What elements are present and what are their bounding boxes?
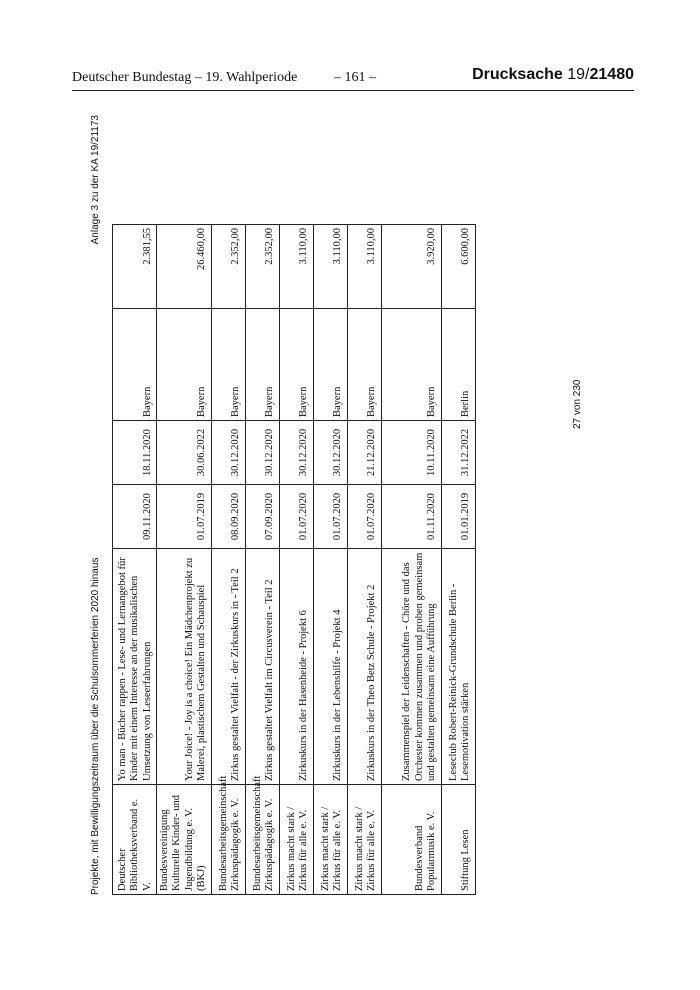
page-counter: 27 von 230 bbox=[572, 379, 583, 429]
projects-table-body bbox=[113, 225, 476, 895]
document-number-period: 19/ bbox=[567, 66, 590, 83]
table-row bbox=[347, 225, 381, 895]
cell-organization: Bundesvereinigung Kulturelle Kinder- und Jugendbildung e. V. (BKJ) bbox=[157, 785, 212, 895]
cell-start-date: 01.07.2019 bbox=[157, 485, 212, 549]
cell-organization: Zirkus macht stark / Zirkus für alle e. V. bbox=[313, 785, 347, 895]
cell-start-date: 01.07.2020 bbox=[347, 485, 381, 549]
cell-end-date: 30.12.2020 bbox=[279, 421, 313, 485]
table-row bbox=[381, 225, 441, 895]
cell-federal-state: Bayern bbox=[157, 309, 212, 421]
cell-project-title: Your Joice! - Joy is a choice! Ein Mädchenprojekt zu Malerei, plastischem Gestalten und Schauspiel bbox=[157, 549, 212, 785]
cell-amount: 2.352,00 bbox=[245, 225, 279, 309]
table-row bbox=[211, 225, 245, 895]
page-header bbox=[72, 62, 634, 91]
document-number bbox=[472, 66, 634, 84]
cell-project-title: Zirkuskurs in der Lebenshilfe - Projekt 4 bbox=[313, 549, 347, 785]
parliament-title: Deutscher Bundestag – 19. Wahlperiode bbox=[72, 70, 298, 85]
cell-end-date: 21.12.2020 bbox=[347, 421, 381, 485]
cell-federal-state: Bayern bbox=[381, 309, 441, 421]
cell-amount: 2.352,00 bbox=[211, 225, 245, 309]
cell-federal-state: Bayern bbox=[347, 309, 381, 421]
cell-federal-state: Bayern bbox=[211, 309, 245, 421]
cell-end-date: 31.12.2022 bbox=[441, 421, 475, 485]
cell-end-date: 30.12.2020 bbox=[313, 421, 347, 485]
document-number-id: 21480 bbox=[589, 66, 634, 83]
cell-organization: Stiftung Lesen bbox=[441, 785, 475, 895]
table-row bbox=[157, 225, 212, 895]
cell-organization: Zirkus macht stark / Zirkus für alle e. V. bbox=[347, 785, 381, 895]
cell-end-date: 30.12.2020 bbox=[211, 421, 245, 485]
table-row bbox=[113, 225, 157, 895]
cell-start-date: 01.07.2020 bbox=[279, 485, 313, 549]
table-row bbox=[441, 225, 475, 895]
table-row bbox=[279, 225, 313, 895]
cell-federal-state: Bayern bbox=[279, 309, 313, 421]
cell-project-title: Zirkuskurs in der Theo Betz Schule - Projekt 2 bbox=[347, 549, 381, 785]
cell-organization: Zirkus macht stark / Zirkus für alle e. V. bbox=[279, 785, 313, 895]
cell-amount: 2.381,55 bbox=[113, 225, 157, 309]
table-row bbox=[313, 225, 347, 895]
cell-start-date: 01.07.2020 bbox=[313, 485, 347, 549]
rotated-page-content bbox=[82, 115, 642, 895]
cell-end-date: 30.12.2020 bbox=[245, 421, 279, 485]
cell-federal-state: Bayern bbox=[245, 309, 279, 421]
cell-organization: Deutscher Bibliotheksverband e. V. bbox=[113, 785, 157, 895]
cell-amount: 6.600,00 bbox=[441, 225, 475, 309]
cell-project-title: Zirkus gestaltet Vielfalt im Circusverein - Teil 2 bbox=[245, 549, 279, 785]
table-caption: Projekte, mit Bewilligungszeitraum über die Schulsommerferien 2020 hinaus bbox=[90, 557, 101, 895]
projects-table bbox=[112, 224, 476, 895]
cell-amount: 3.920,00 bbox=[381, 225, 441, 309]
cell-end-date: 18.11.2020 bbox=[113, 421, 157, 485]
cell-amount: 3.110,00 bbox=[279, 225, 313, 309]
cell-project-title: Zusammenspiel der Leidenschaften - Chöre und das Orchester kommen zusammen und proben gemeinsam und gestalten gemeinsam eine Aufführung bbox=[381, 549, 441, 785]
cell-federal-state: Bayern bbox=[313, 309, 347, 421]
cell-start-date: 01.11.2020 bbox=[381, 485, 441, 549]
cell-project-title: Zirkus gestaltet Vielfalt - der Zirkuskurs in - Teil 2 bbox=[211, 549, 245, 785]
cell-amount: 3.110,00 bbox=[313, 225, 347, 309]
cell-end-date: 10.11.2020 bbox=[381, 421, 441, 485]
cell-federal-state: Bayern bbox=[113, 309, 157, 421]
header-page-number: – 161 – bbox=[334, 70, 376, 85]
cell-end-date: 30.06.2022 bbox=[157, 421, 212, 485]
cell-project-title: Leseclub Robert-Reinick-Grundschule Berlin - Lesemotivation stärken bbox=[441, 549, 475, 785]
cell-amount: 26.460,00 bbox=[157, 225, 212, 309]
table-row bbox=[245, 225, 279, 895]
cell-start-date: 01.01.2019 bbox=[441, 485, 475, 549]
document-label: Drucksache bbox=[472, 66, 568, 83]
cell-start-date: 07.09.2020 bbox=[245, 485, 279, 549]
cell-start-date: 08.09.2020 bbox=[211, 485, 245, 549]
cell-amount: 3.110,00 bbox=[347, 225, 381, 309]
cell-organization: Bundesverband Popularmusik e. V. bbox=[381, 785, 441, 895]
cell-organization: Bundesarbeitsgemeinschaft Zirkuspädagogik e. V. bbox=[211, 785, 245, 895]
cell-organization: Bundesarbeitsgemeinschaft Zirkuspädagogik e. V. bbox=[245, 785, 279, 895]
cell-start-date: 09.11.2020 bbox=[113, 485, 157, 549]
cell-federal-state: Berlin bbox=[441, 309, 475, 421]
cell-project-title: Zirkuskurs in der Hasenheide - Projekt 6 bbox=[279, 549, 313, 785]
cell-project-title: Yo man - Bücher rappen - Lese- und Lernangebot für Kinder mit einem Interesse an der musikalischen Umsetzung von Leseerfahrungen bbox=[113, 549, 157, 785]
annex-reference: Anlage 3 zu der KA 19/21173 bbox=[90, 115, 101, 245]
